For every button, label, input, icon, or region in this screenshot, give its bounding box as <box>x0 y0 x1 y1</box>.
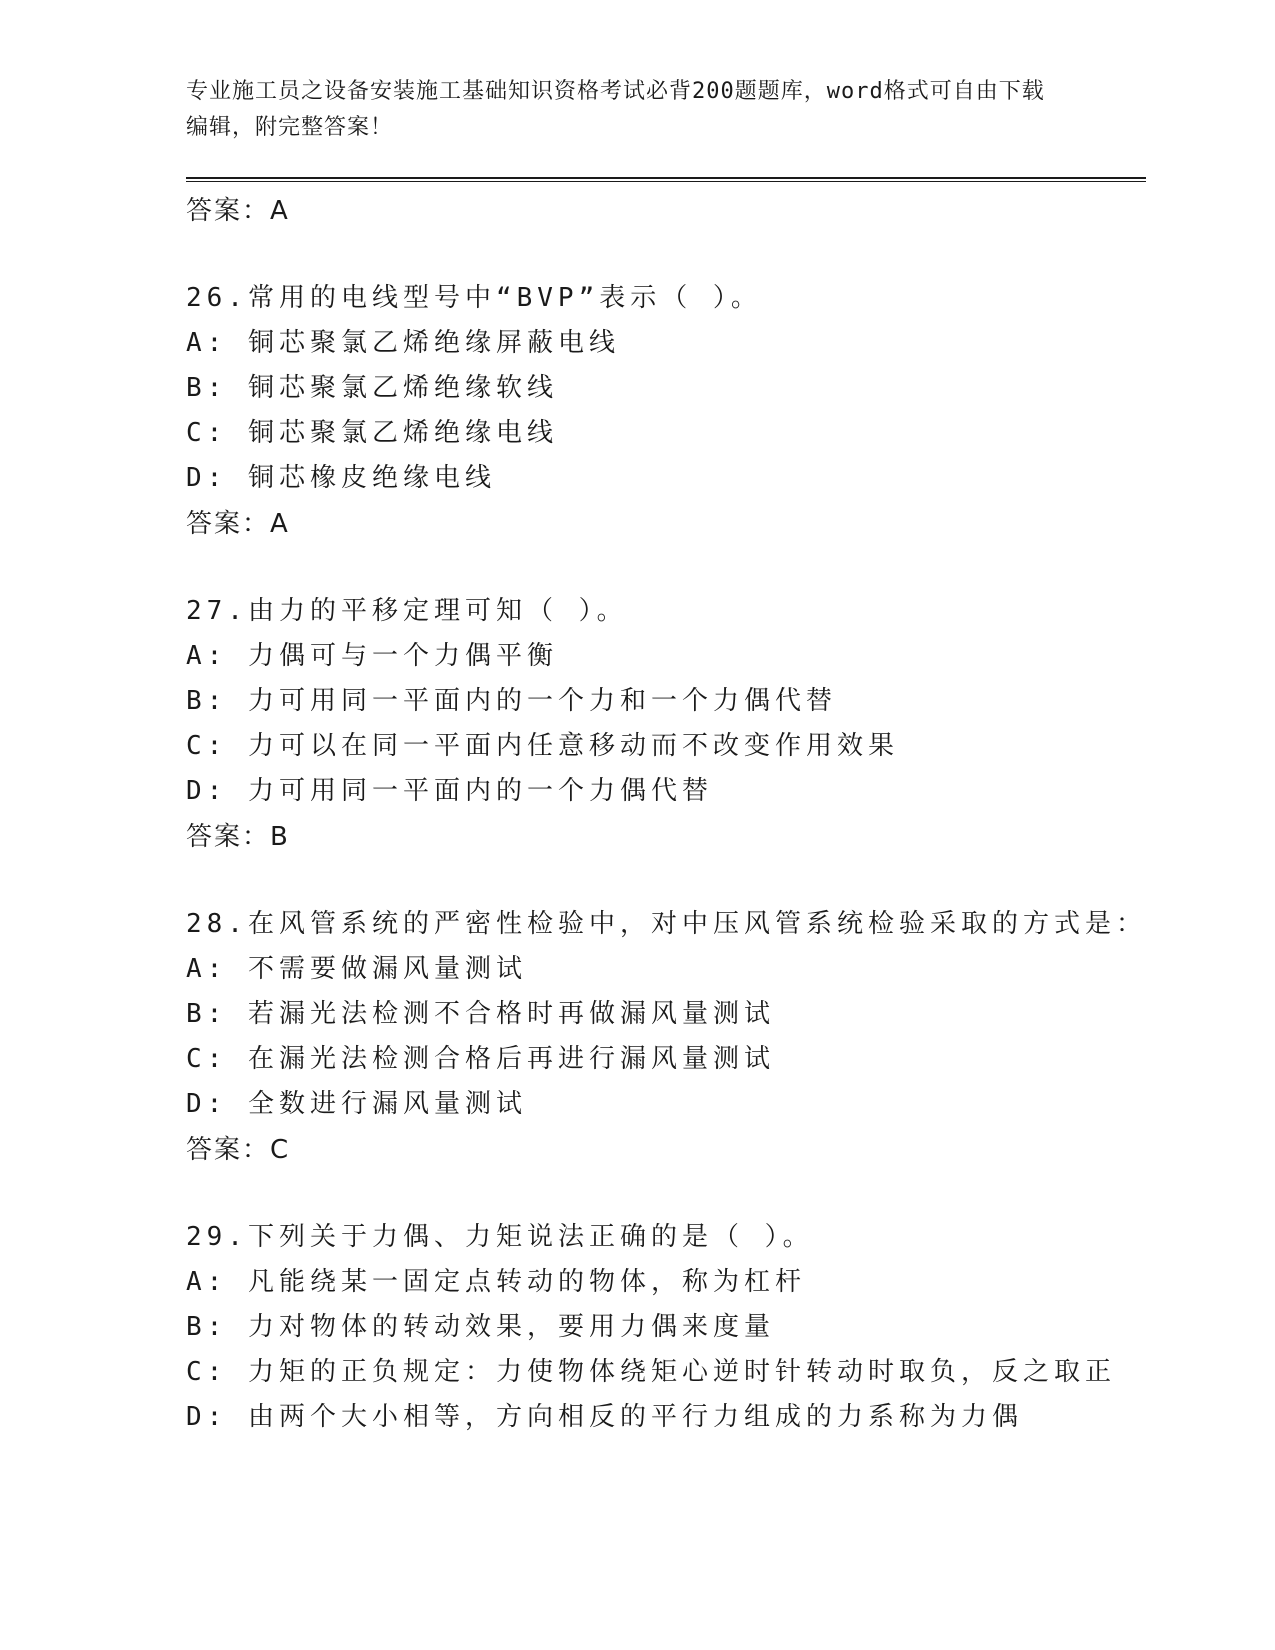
option-b: B: 若漏光法检测不合格时再做漏风量测试 <box>186 999 775 1029</box>
header-divider-thick <box>186 177 1146 179</box>
spacer <box>186 1173 1146 1215</box>
spacer <box>186 860 1146 902</box>
option-d: D: 铜芯橡皮绝缘电线 <box>186 463 496 493</box>
option-c: C: 在漏光法检测合格后再进行漏风量测试 <box>186 1044 775 1074</box>
option-b: B: 铜芯聚氯乙烯绝缘软线 <box>186 373 558 403</box>
option-a: A: 力偶可与一个力偶平衡 <box>186 641 558 671</box>
option-d: D: 由两个大小相等，方向相反的平行力组成的力系称为力偶 <box>186 1402 1023 1432</box>
spacer <box>186 234 1146 276</box>
answer-line: 答案：A <box>186 196 290 226</box>
question-stem: 27.由力的平移定理可知（ ）。 <box>186 596 628 626</box>
option-d: D: 力可用同一平面内的一个力偶代替 <box>186 776 713 806</box>
page-header: 专业施工员之设备安装施工基础知识资格考试必背200题题库，word格式可自由下载编辑，附完整答案！ <box>186 79 1045 140</box>
option-a: A: 凡能绕某一固定点转动的物体，称为杠杆 <box>186 1267 806 1297</box>
option-c: C: 铜芯聚氯乙烯绝缘电线 <box>186 418 558 448</box>
spacer <box>186 547 1146 589</box>
option-c: C: 力可以在同一平面内任意移动而不改变作用效果 <box>186 731 899 761</box>
option-a: A: 不需要做漏风量测试 <box>186 954 527 984</box>
option-c: C: 力矩的正负规定：力使物体绕矩心逆时针转动时取负，反之取正 <box>186 1357 1116 1387</box>
header-divider-thin <box>186 181 1146 182</box>
answer-line: 答案：A <box>186 509 290 539</box>
answer-line: 答案：B <box>186 822 290 852</box>
option-a: A: 铜芯聚氯乙烯绝缘屏蔽电线 <box>186 328 620 358</box>
option-d: D: 全数进行漏风量测试 <box>186 1089 527 1119</box>
question-stem: 26.常用的电线型号中“BVP”表示（ ）。 <box>186 283 762 313</box>
question-list <box>186 188 1146 1440</box>
answer-line: 答案：C <box>186 1135 291 1165</box>
option-b: B: 力对物体的转动效果，要用力偶来度量 <box>186 1312 775 1342</box>
question-stem: 29.下列关于力偶、力矩说法正确的是（ ）。 <box>186 1222 814 1252</box>
option-b: B: 力可用同一平面内的一个力和一个力偶代替 <box>186 686 837 716</box>
question-stem: 28.在风管系统的严密性检验中，对中压风管系统检验采取的方式是： <box>186 909 1147 939</box>
